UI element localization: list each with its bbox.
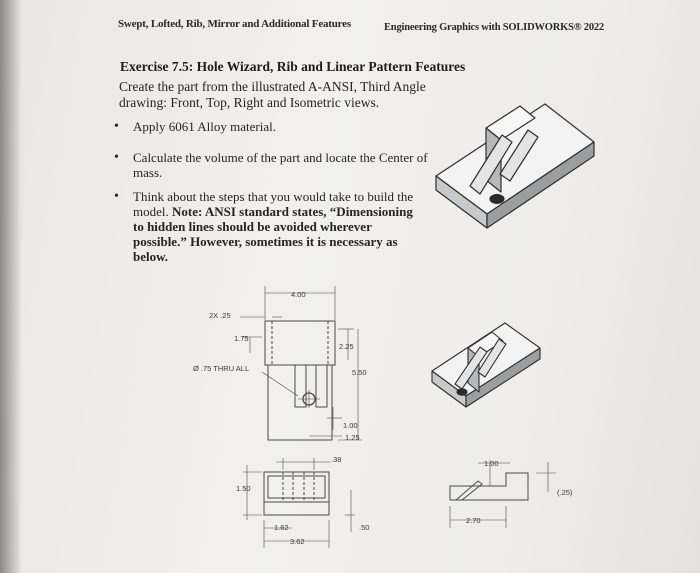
running-header-right: Engineering Graphics with SOLIDWORKS® 2022 xyxy=(384,22,604,33)
bullet-material: • Apply 6061 Alloy material. xyxy=(133,119,433,134)
exercise-title: Exercise 7.5: Hole Wizard, Rib and Linear Pattern Features xyxy=(120,59,466,74)
dim-1-62: 1.62 xyxy=(274,523,289,532)
exercise-intro: Create the part from the illustrated A-ANSI, Third Angle drawing: Front, Top, Right and Isometric views. xyxy=(119,79,426,110)
top-view xyxy=(240,286,362,440)
bullet-volume: • Calculate the volume of the part and locate the Center of mass. xyxy=(133,150,433,180)
dim-1-00-top: 1.00 xyxy=(343,421,358,430)
dim-2x-25: 2X .25 xyxy=(209,311,231,320)
dim-2-25: 2.25 xyxy=(339,342,354,351)
dim-38: .38 xyxy=(331,455,342,464)
dim-1-25: 1.25 xyxy=(345,433,360,442)
front-view xyxy=(243,458,355,548)
dim-4-00: 4.00 xyxy=(291,290,306,299)
bullet-steps-text: Think about the steps that you would take to build the model. xyxy=(133,189,414,219)
isometric-view-large xyxy=(436,104,594,228)
bullet-steps-note: Note: ANSI standard states, “Dimensioning to hidden lines should be avoided wherever possible.” However, sometimes it is necessary as below. xyxy=(133,204,413,264)
dim-1-75: 1.75 xyxy=(234,334,249,343)
dim-25-reference: (.25) xyxy=(557,488,573,497)
dim-50: .50 xyxy=(359,523,370,532)
dim-2-70: 2.70 xyxy=(466,516,481,525)
dim-1-00-right: 1.00 xyxy=(484,459,499,468)
isometric-view-small xyxy=(432,323,540,407)
dim-3-62: 3.62 xyxy=(290,537,305,546)
dim-1-50: 1.50 xyxy=(236,484,251,493)
running-header-left: Swept, Lofted, Rib, Mirror and Additional Features xyxy=(118,18,351,30)
hole-callout: Ø .75 THRU ALL xyxy=(193,364,250,373)
dim-5-50: 5.50 xyxy=(352,368,367,377)
